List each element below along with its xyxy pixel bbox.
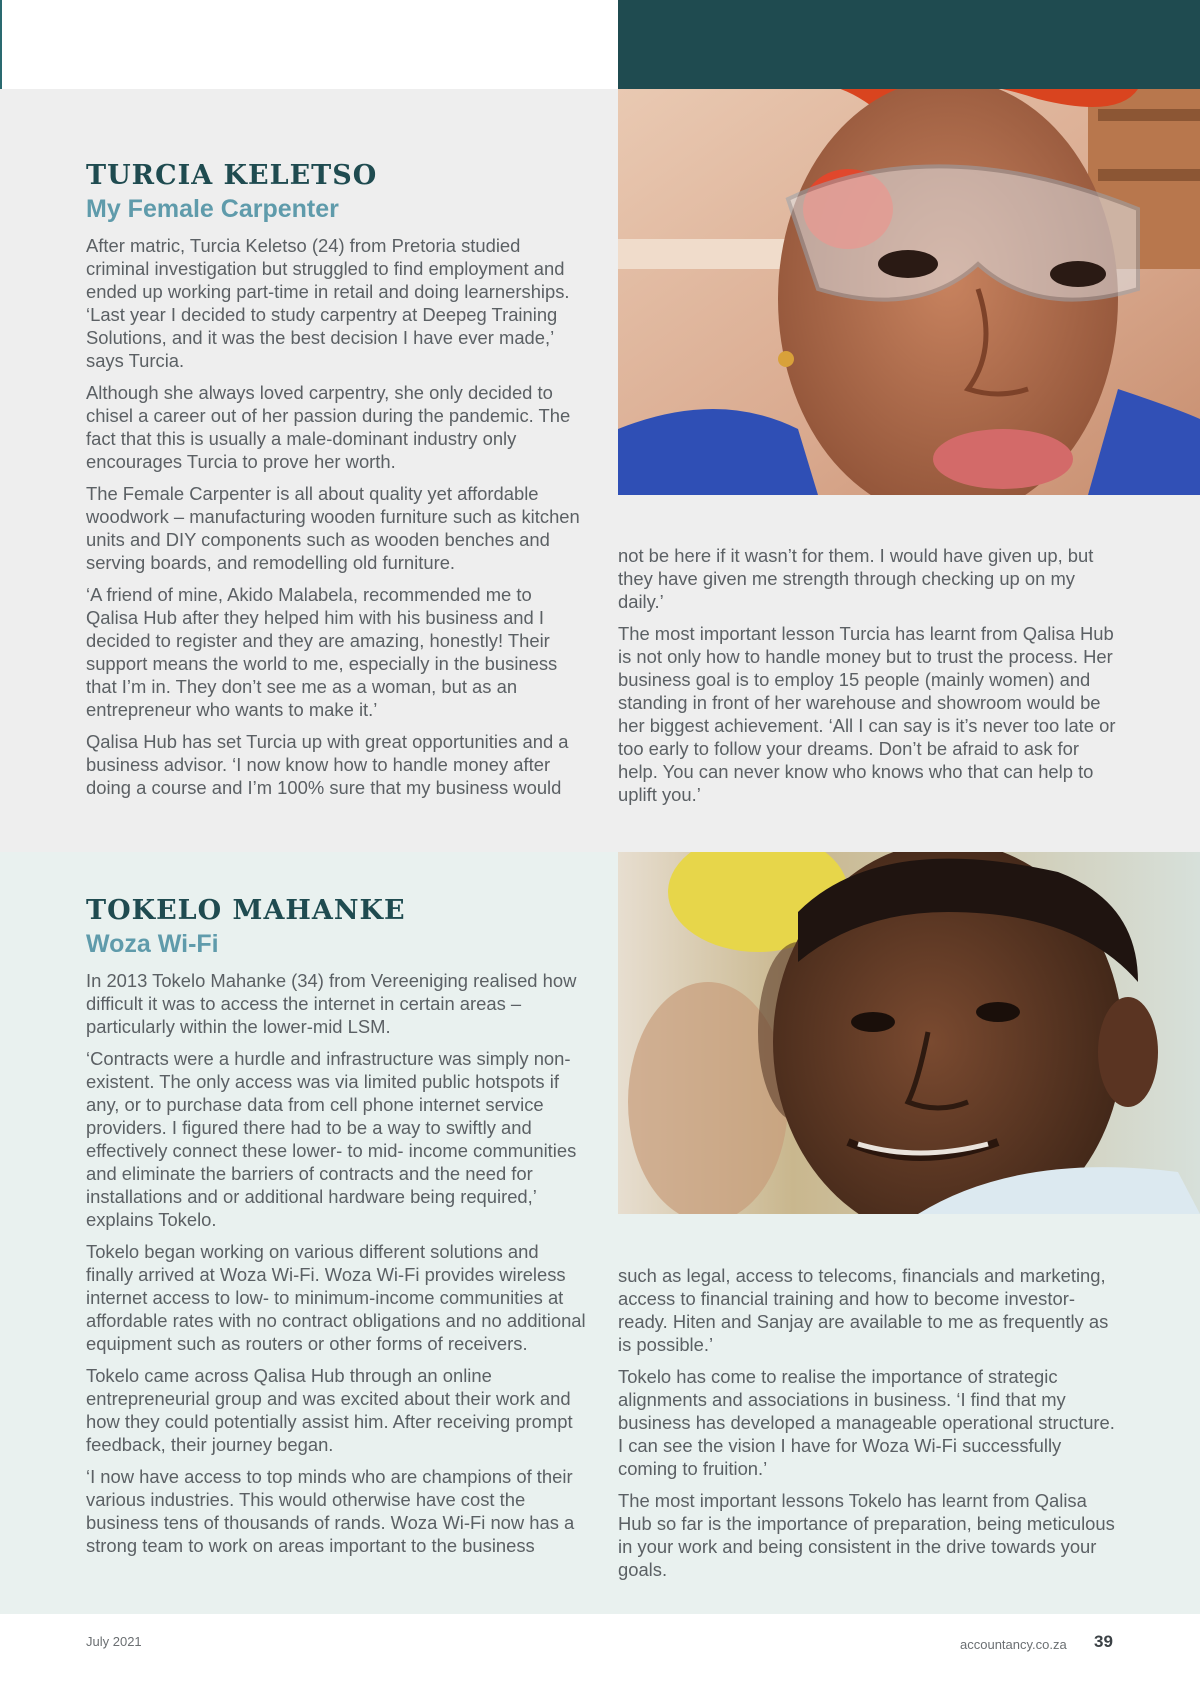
body-paragraph: Although she always loved carpentry, she only decided to chisel a career out of her passion during the pandemic. The fact that this is usually a male-dominant industry only encourages Turcia to prove her worth.	[86, 382, 571, 472]
body-paragraph: not be here if it wasn’t for them. I would have given up, but they have given me strength through checking up on my daily.’	[618, 545, 1094, 612]
profile-name: TURCIA KELETSO	[86, 160, 378, 191]
footer-website: accountancy.co.za	[960, 1637, 1067, 1652]
photo-tokelo-mahanke	[618, 852, 1200, 1214]
body-paragraph: After matric, Turcia Keletso (24) from Pretoria studied criminal investigation but struggled to find employment and ended up working part-time in retail and doing learnerships. ‘Last year I decided to study carpentry at Deepeg Training Solutions, and it was the best decision I have ever made,’ says Turcia.	[86, 235, 570, 371]
header-band	[618, 0, 1200, 89]
profile-tokelo-left-column	[86, 895, 586, 1566]
profile-name: TOKELO MAHANKE	[86, 895, 406, 926]
body-paragraph: such as legal, access to telecoms, financials and marketing, access to financial training and how to become investor-ready. Hiten and Sanjay are available to me as frequently as is possible.’	[618, 1265, 1109, 1355]
profile-turcia-right-column	[618, 544, 1118, 815]
business-name: Woza Wi-Fi	[86, 930, 219, 958]
body-paragraph: Qalisa Hub has set Turcia up with great opportunities and a business advisor. ‘I now know how to handle money after doing a course and I’m 100% sure that my business would	[86, 731, 569, 798]
body-paragraph: The most important lesson Turcia has learnt from Qalisa Hub is not only how to handle money but to trust the process. Her business goal is to employ 15 people (mainly women) and standing in front of her warehouse and showroom would be her biggest achievement. ‘All I can say is it’s never too late or too early to follow your dreams. Don’t be afraid to ask for help. You can never know who knows who that can help to uplift you.’	[618, 623, 1116, 805]
body-paragraph: Tokelo began working on various different solutions and finally arrived at Woza Wi-Fi. Woza Wi-Fi provides wireless internet access to low- to minimum-income communities at affordable rates with no contract obligations and no additional equipment such as routers or other forms of receivers.	[86, 1241, 586, 1354]
body-paragraph: The most important lessons Tokelo has learnt from Qalisa Hub so far is the importance of preparation, being meticulous in your work and being consistent in the drive towards your goals.	[618, 1490, 1115, 1580]
profile-turcia-left-column	[86, 160, 586, 808]
business-name: My Female Carpenter	[86, 195, 339, 223]
body-paragraph: ‘Contracts were a hurdle and infrastructure was simply non-existent. The only access was via limited public hotspots if any, or to purchase data from cell phone internet service providers. I figured there had to be a way to swiftly and effectively connect these lower- to mid- income communities and eliminate the barriers of contracts and the need for installations and or additional hardware being required,’ explains Tokelo.	[86, 1048, 577, 1230]
body-paragraph: ‘A friend of mine, Akido Malabela, recommended me to Qalisa Hub after they helped him with his business and I decided to register and they are amazing, honestly! Their support means the world to me, especially in the business that I’m in. They don’t see me as a woman, but as an entrepreneur who wants to make it.’	[86, 584, 558, 720]
profile-tokelo-right-column	[618, 1264, 1118, 1590]
photo-turcia-keletso	[618, 89, 1200, 495]
body-paragraph: Tokelo came across Qalisa Hub through an online entrepreneurial group and was excited about their work and how they could potentially assist him. After receiving prompt feedback, their journey began.	[86, 1365, 573, 1455]
header-rule	[0, 0, 2, 89]
body-paragraph: In 2013 Tokelo Mahanke (34) from Vereeniging realised how difficult it was to access the internet in certain areas – particularly within the lower-mid LSM.	[86, 970, 577, 1037]
body-paragraph: Tokelo has come to realise the importance of strategic alignments and associations in business. ‘I find that my business has developed a manageable operational structure. I can see the vision I have for Woza Wi-Fi successfully coming to fruition.’	[618, 1366, 1115, 1479]
footer-date: July 2021	[86, 1634, 142, 1649]
body-paragraph: ‘I now have access to top minds who are champions of their various industries. This would otherwise have cost the business tens of thousands of rands. Woza Wi-Fi now has a strong team to work on areas important to the business	[86, 1466, 575, 1556]
body-paragraph: The Female Carpenter is all about quality yet affordable woodwork – manufacturing wooden furniture such as kitchen units and DIY components such as wooden benches and serving boards, and remodelling old furniture.	[86, 483, 580, 573]
page-number: 39	[1094, 1632, 1113, 1651]
